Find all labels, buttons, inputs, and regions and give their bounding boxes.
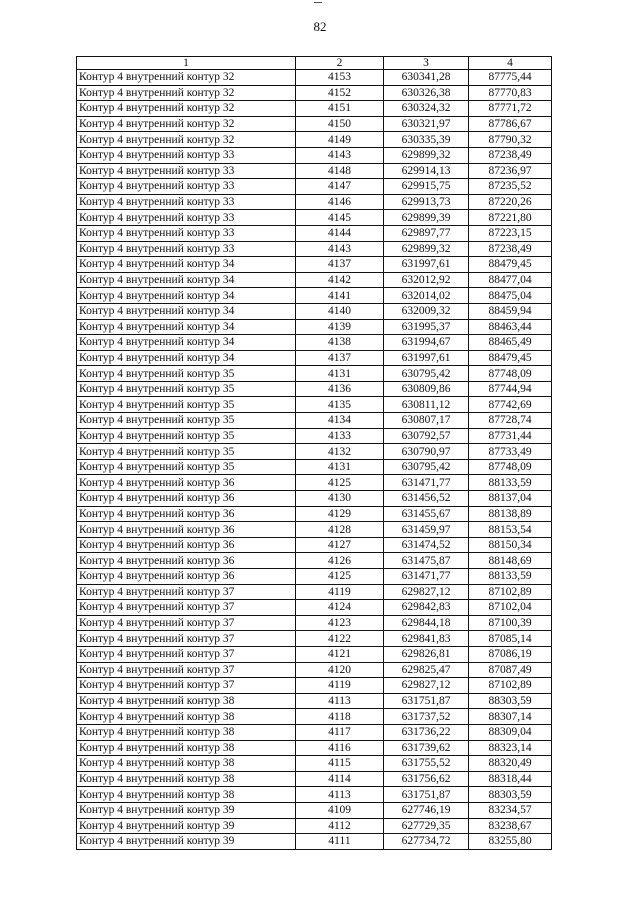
coord-y-cell: 87731,44 <box>469 428 552 444</box>
coord-x-cell: 629826,81 <box>384 646 469 662</box>
contour-name-cell: Контур 4 внутренний контур 39 <box>77 834 296 850</box>
point-number-cell: 4129 <box>296 506 384 522</box>
table-row <box>77 537 552 553</box>
coord-x-cell: 629827,12 <box>384 584 469 600</box>
coord-y-cell: 88148,69 <box>469 553 552 569</box>
contour-name-cell: Контур 4 внутренний контур 36 <box>77 537 296 553</box>
table-row <box>77 818 552 834</box>
point-number-cell: 4130 <box>296 491 384 507</box>
table-row <box>77 444 552 460</box>
coord-x-cell: 631751,87 <box>384 693 469 709</box>
contour-name-cell: Контур 4 внутренний контур 34 <box>77 303 296 319</box>
coord-x-cell: 631997,61 <box>384 257 469 273</box>
coord-y-cell: 88320,49 <box>469 756 552 772</box>
table-row <box>77 834 552 850</box>
coord-y-cell: 88465,49 <box>469 335 552 351</box>
table-row <box>77 366 552 382</box>
header-cell-4: 4 <box>469 57 552 70</box>
table-row <box>77 709 552 725</box>
table-row <box>77 678 552 694</box>
contour-name-cell: Контур 4 внутренний контур 38 <box>77 771 296 787</box>
coord-x-cell: 631456,52 <box>384 491 469 507</box>
table-row <box>77 350 552 366</box>
coord-x-cell: 631471,77 <box>384 475 469 491</box>
coord-y-cell: 88303,59 <box>469 693 552 709</box>
coord-y-cell: 87742,69 <box>469 397 552 413</box>
coord-x-cell: 631475,87 <box>384 553 469 569</box>
coord-x-cell: 632009,32 <box>384 303 469 319</box>
point-number-cell: 4138 <box>296 335 384 351</box>
coord-y-cell: 87238,49 <box>469 241 552 257</box>
contour-name-cell: Контур 4 внутренний контур 35 <box>77 397 296 413</box>
contour-name-cell: Контур 4 внутренний контур 34 <box>77 272 296 288</box>
point-number-cell: 4119 <box>296 584 384 600</box>
coord-y-cell: 87102,89 <box>469 584 552 600</box>
table-body <box>77 70 552 850</box>
coord-x-cell: 629915,75 <box>384 179 469 195</box>
table-row <box>77 179 552 195</box>
header-cell-3: 3 <box>384 57 469 70</box>
coord-y-cell: 87744,94 <box>469 381 552 397</box>
point-number-cell: 4117 <box>296 724 384 740</box>
coord-y-cell: 87733,49 <box>469 444 552 460</box>
coord-y-cell: 83234,57 <box>469 802 552 818</box>
coord-x-cell: 631995,37 <box>384 319 469 335</box>
point-number-cell: 4112 <box>296 818 384 834</box>
coord-x-cell: 631474,52 <box>384 537 469 553</box>
point-number-cell: 4140 <box>296 303 384 319</box>
coord-y-cell: 88477,04 <box>469 272 552 288</box>
coord-y-cell: 88138,89 <box>469 506 552 522</box>
table-row <box>77 802 552 818</box>
point-number-cell: 4135 <box>296 397 384 413</box>
contour-name-cell: Контур 4 внутренний контур 32 <box>77 70 296 86</box>
coord-y-cell: 88153,54 <box>469 522 552 538</box>
coord-y-cell: 87102,04 <box>469 600 552 616</box>
contour-name-cell: Контур 4 внутренний контур 34 <box>77 257 296 273</box>
page-number: 82 <box>313 19 327 34</box>
table-row <box>77 771 552 787</box>
coord-y-cell: 87748,09 <box>469 459 552 475</box>
table-row <box>77 569 552 585</box>
contour-name-cell: Контур 4 внутренний контур 33 <box>77 194 296 210</box>
contour-name-cell: Контур 4 внутренний контур 33 <box>77 163 296 179</box>
table-row <box>77 101 552 117</box>
header-row <box>77 57 552 70</box>
coord-y-cell: 88475,04 <box>469 288 552 304</box>
coord-x-cell: 630795,42 <box>384 459 469 475</box>
contour-name-cell: Контур 4 внутренний контур 35 <box>77 366 296 382</box>
table-row <box>77 459 552 475</box>
coord-x-cell: 630324,32 <box>384 101 469 117</box>
coord-x-cell: 631737,52 <box>384 709 469 725</box>
table-row <box>77 381 552 397</box>
contour-name-cell: Контур 4 внутренний контур 36 <box>77 569 296 585</box>
table-row <box>77 756 552 772</box>
contour-name-cell: Контур 4 внутренний контур 33 <box>77 147 296 163</box>
point-number-cell: 4118 <box>296 709 384 725</box>
coord-x-cell: 627746,19 <box>384 802 469 818</box>
contour-name-cell: Контур 4 внутренний контур 32 <box>77 116 296 132</box>
point-number-cell: 4147 <box>296 179 384 195</box>
table-row <box>77 646 552 662</box>
contour-name-cell: Контур 4 внутренний контур 36 <box>77 506 296 522</box>
coord-x-cell: 630792,57 <box>384 428 469 444</box>
point-number-cell: 4153 <box>296 70 384 86</box>
table-row <box>77 615 552 631</box>
coord-y-cell: 88463,44 <box>469 319 552 335</box>
table-row <box>77 257 552 273</box>
coord-y-cell: 88137,04 <box>469 491 552 507</box>
coord-x-cell: 631471,77 <box>384 569 469 585</box>
table-row <box>77 631 552 647</box>
point-number-cell: 4119 <box>296 678 384 694</box>
point-number-cell: 4113 <box>296 787 384 803</box>
table-row <box>77 428 552 444</box>
coord-x-cell: 630807,17 <box>384 413 469 429</box>
contour-name-cell: Контур 4 внутренний контур 38 <box>77 787 296 803</box>
coord-x-cell: 631455,67 <box>384 506 469 522</box>
coord-x-cell: 629842,83 <box>384 600 469 616</box>
point-number-cell: 4121 <box>296 646 384 662</box>
contour-name-cell: Контур 4 внутренний контур 37 <box>77 631 296 647</box>
table-row <box>77 70 552 86</box>
contour-name-cell: Контур 4 внутренний контур 39 <box>77 802 296 818</box>
coord-y-cell: 83238,67 <box>469 818 552 834</box>
coord-y-cell: 87100,39 <box>469 615 552 631</box>
contour-name-cell: Контур 4 внутренний контур 32 <box>77 132 296 148</box>
contour-name-cell: Контур 4 внутренний контур 34 <box>77 319 296 335</box>
table-row <box>77 147 552 163</box>
top-dash-mark <box>314 2 322 3</box>
header-cell-2: 2 <box>296 57 384 70</box>
contour-name-cell: Контур 4 внутренний контур 36 <box>77 522 296 538</box>
table-row <box>77 210 552 226</box>
coord-y-cell: 87223,15 <box>469 225 552 241</box>
coord-y-cell: 88307,14 <box>469 709 552 725</box>
contour-name-cell: Контур 4 внутренний контур 38 <box>77 724 296 740</box>
coord-x-cell: 630795,42 <box>384 366 469 382</box>
point-number-cell: 4115 <box>296 756 384 772</box>
point-number-cell: 4149 <box>296 132 384 148</box>
point-number-cell: 4133 <box>296 428 384 444</box>
coord-x-cell: 630326,38 <box>384 85 469 101</box>
contour-name-cell: Контур 4 внутренний контур 35 <box>77 381 296 397</box>
contour-name-cell: Контур 4 внутренний контур 35 <box>77 459 296 475</box>
coordinates-table <box>76 56 552 850</box>
coord-x-cell: 627729,35 <box>384 818 469 834</box>
coord-x-cell: 627734,72 <box>384 834 469 850</box>
coord-x-cell: 630811,12 <box>384 397 469 413</box>
point-number-cell: 4134 <box>296 413 384 429</box>
contour-name-cell: Контур 4 внутренний контур 35 <box>77 428 296 444</box>
table-row <box>77 225 552 241</box>
coord-y-cell: 87087,49 <box>469 662 552 678</box>
coord-x-cell: 631739,62 <box>384 740 469 756</box>
point-number-cell: 4137 <box>296 257 384 273</box>
coord-y-cell: 87085,14 <box>469 631 552 647</box>
coord-y-cell: 87728,74 <box>469 413 552 429</box>
coord-y-cell: 88479,45 <box>469 350 552 366</box>
contour-name-cell: Контур 4 внутренний контур 36 <box>77 553 296 569</box>
coord-y-cell: 87236,97 <box>469 163 552 179</box>
coord-x-cell: 631459,97 <box>384 522 469 538</box>
coord-y-cell: 88133,59 <box>469 475 552 491</box>
coord-x-cell: 631994,67 <box>384 335 469 351</box>
point-number-cell: 4143 <box>296 147 384 163</box>
point-number-cell: 4152 <box>296 85 384 101</box>
coord-x-cell: 629899,39 <box>384 210 469 226</box>
coord-x-cell: 630335,39 <box>384 132 469 148</box>
table-row <box>77 335 552 351</box>
coord-x-cell: 629841,83 <box>384 631 469 647</box>
coord-x-cell: 630790,97 <box>384 444 469 460</box>
coord-y-cell: 88479,45 <box>469 257 552 273</box>
coord-x-cell: 629844,18 <box>384 615 469 631</box>
point-number-cell: 4142 <box>296 272 384 288</box>
coord-x-cell: 630809,86 <box>384 381 469 397</box>
coord-x-cell: 629899,32 <box>384 147 469 163</box>
contour-name-cell: Контур 4 внутренний контур 37 <box>77 662 296 678</box>
coord-x-cell: 631997,61 <box>384 350 469 366</box>
contour-name-cell: Контур 4 внутренний контур 37 <box>77 600 296 616</box>
table-row <box>77 413 552 429</box>
table-row <box>77 319 552 335</box>
contour-name-cell: Контур 4 внутренний контур 32 <box>77 85 296 101</box>
point-number-cell: 4150 <box>296 116 384 132</box>
coord-x-cell: 629897,77 <box>384 225 469 241</box>
coord-x-cell: 630321,97 <box>384 116 469 132</box>
coord-x-cell: 629914,13 <box>384 163 469 179</box>
point-number-cell: 4124 <box>296 600 384 616</box>
contour-name-cell: Контур 4 внутренний контур 34 <box>77 335 296 351</box>
table-row <box>77 288 552 304</box>
coord-y-cell: 87790,32 <box>469 132 552 148</box>
table-row <box>77 662 552 678</box>
table-row <box>77 693 552 709</box>
contour-name-cell: Контур 4 внутренний контур 38 <box>77 756 296 772</box>
table-row <box>77 116 552 132</box>
contour-name-cell: Контур 4 внутренний контур 38 <box>77 693 296 709</box>
header-cell-1: 1 <box>77 57 296 70</box>
contour-name-cell: Контур 4 внутренний контур 33 <box>77 225 296 241</box>
contour-name-cell: Контур 4 внутренний контур 35 <box>77 444 296 460</box>
point-number-cell: 4122 <box>296 631 384 647</box>
point-number-cell: 4143 <box>296 241 384 257</box>
contour-name-cell: Контур 4 внутренний контур 39 <box>77 818 296 834</box>
table-row <box>77 85 552 101</box>
coord-y-cell: 87235,52 <box>469 179 552 195</box>
coord-x-cell: 632012,92 <box>384 272 469 288</box>
coord-y-cell: 87771,72 <box>469 101 552 117</box>
point-number-cell: 4123 <box>296 615 384 631</box>
table-row <box>77 600 552 616</box>
contour-name-cell: Контур 4 внутренний контур 33 <box>77 241 296 257</box>
table-row <box>77 272 552 288</box>
point-number-cell: 4132 <box>296 444 384 460</box>
coord-x-cell: 629827,12 <box>384 678 469 694</box>
point-number-cell: 4111 <box>296 834 384 850</box>
coord-y-cell: 87220,26 <box>469 194 552 210</box>
coord-y-cell: 88459,94 <box>469 303 552 319</box>
point-number-cell: 4125 <box>296 569 384 585</box>
table-row <box>77 163 552 179</box>
point-number-cell: 4126 <box>296 553 384 569</box>
contour-name-cell: Контур 4 внутренний контур 36 <box>77 475 296 491</box>
contour-name-cell: Контур 4 внутренний контур 37 <box>77 615 296 631</box>
contour-name-cell: Контур 4 внутренний контур 38 <box>77 740 296 756</box>
point-number-cell: 4109 <box>296 802 384 818</box>
point-number-cell: 4151 <box>296 101 384 117</box>
table-row <box>77 397 552 413</box>
point-number-cell: 4144 <box>296 225 384 241</box>
coord-x-cell: 631756,62 <box>384 771 469 787</box>
coord-y-cell: 87770,83 <box>469 85 552 101</box>
coord-x-cell: 631736,22 <box>384 724 469 740</box>
table-row <box>77 506 552 522</box>
table-row <box>77 475 552 491</box>
point-number-cell: 4114 <box>296 771 384 787</box>
point-number-cell: 4127 <box>296 537 384 553</box>
point-number-cell: 4148 <box>296 163 384 179</box>
point-number-cell: 4125 <box>296 475 384 491</box>
coord-x-cell: 631755,52 <box>384 756 469 772</box>
contour-name-cell: Контур 4 внутренний контур 34 <box>77 350 296 366</box>
table-row <box>77 241 552 257</box>
contour-name-cell: Контур 4 внутренний контур 34 <box>77 288 296 304</box>
point-number-cell: 4131 <box>296 366 384 382</box>
coord-y-cell: 88323,14 <box>469 740 552 756</box>
point-number-cell: 4128 <box>296 522 384 538</box>
contour-name-cell: Контур 4 внутренний контур 32 <box>77 101 296 117</box>
contour-name-cell: Контур 4 внутренний контур 36 <box>77 491 296 507</box>
coord-y-cell: 87238,49 <box>469 147 552 163</box>
contour-name-cell: Контур 4 внутренний контур 37 <box>77 646 296 662</box>
point-number-cell: 4136 <box>296 381 384 397</box>
point-number-cell: 4146 <box>296 194 384 210</box>
contour-name-cell: Контур 4 внутренний контур 35 <box>77 413 296 429</box>
table-row <box>77 724 552 740</box>
coord-x-cell: 629913,73 <box>384 194 469 210</box>
coord-y-cell: 88303,59 <box>469 787 552 803</box>
point-number-cell: 4141 <box>296 288 384 304</box>
contour-name-cell: Контур 4 внутренний контур 33 <box>77 210 296 226</box>
coord-x-cell: 632014,02 <box>384 288 469 304</box>
contour-name-cell: Контур 4 внутренний контур 37 <box>77 584 296 600</box>
table-row <box>77 491 552 507</box>
contour-name-cell: Контур 4 внутренний контур 38 <box>77 709 296 725</box>
table-row <box>77 194 552 210</box>
point-number-cell: 4113 <box>296 693 384 709</box>
contour-name-cell: Контур 4 внутренний контур 33 <box>77 179 296 195</box>
contour-name-cell: Контур 4 внутренний контур 37 <box>77 678 296 694</box>
point-number-cell: 4116 <box>296 740 384 756</box>
point-number-cell: 4120 <box>296 662 384 678</box>
coord-y-cell: 83255,80 <box>469 834 552 850</box>
coord-y-cell: 88150,34 <box>469 537 552 553</box>
coord-y-cell: 87102,89 <box>469 678 552 694</box>
coord-y-cell: 88309,04 <box>469 724 552 740</box>
coord-y-cell: 87786,67 <box>469 116 552 132</box>
coord-y-cell: 87221,80 <box>469 210 552 226</box>
coord-y-cell: 87748,09 <box>469 366 552 382</box>
coord-y-cell: 88318,44 <box>469 771 552 787</box>
coord-y-cell: 87775,44 <box>469 70 552 86</box>
coord-y-cell: 88133,59 <box>469 569 552 585</box>
table-row <box>77 787 552 803</box>
coord-x-cell: 629825,47 <box>384 662 469 678</box>
table-row <box>77 522 552 538</box>
table-row <box>77 740 552 756</box>
coord-y-cell: 87086,19 <box>469 646 552 662</box>
point-number-cell: 4137 <box>296 350 384 366</box>
table-row <box>77 584 552 600</box>
coord-x-cell: 631751,87 <box>384 787 469 803</box>
point-number-cell: 4145 <box>296 210 384 226</box>
table-row <box>77 303 552 319</box>
table-row <box>77 132 552 148</box>
point-number-cell: 4139 <box>296 319 384 335</box>
coord-x-cell: 630341,28 <box>384 70 469 86</box>
point-number-cell: 4131 <box>296 459 384 475</box>
coord-x-cell: 629899,32 <box>384 241 469 257</box>
table-row <box>77 553 552 569</box>
